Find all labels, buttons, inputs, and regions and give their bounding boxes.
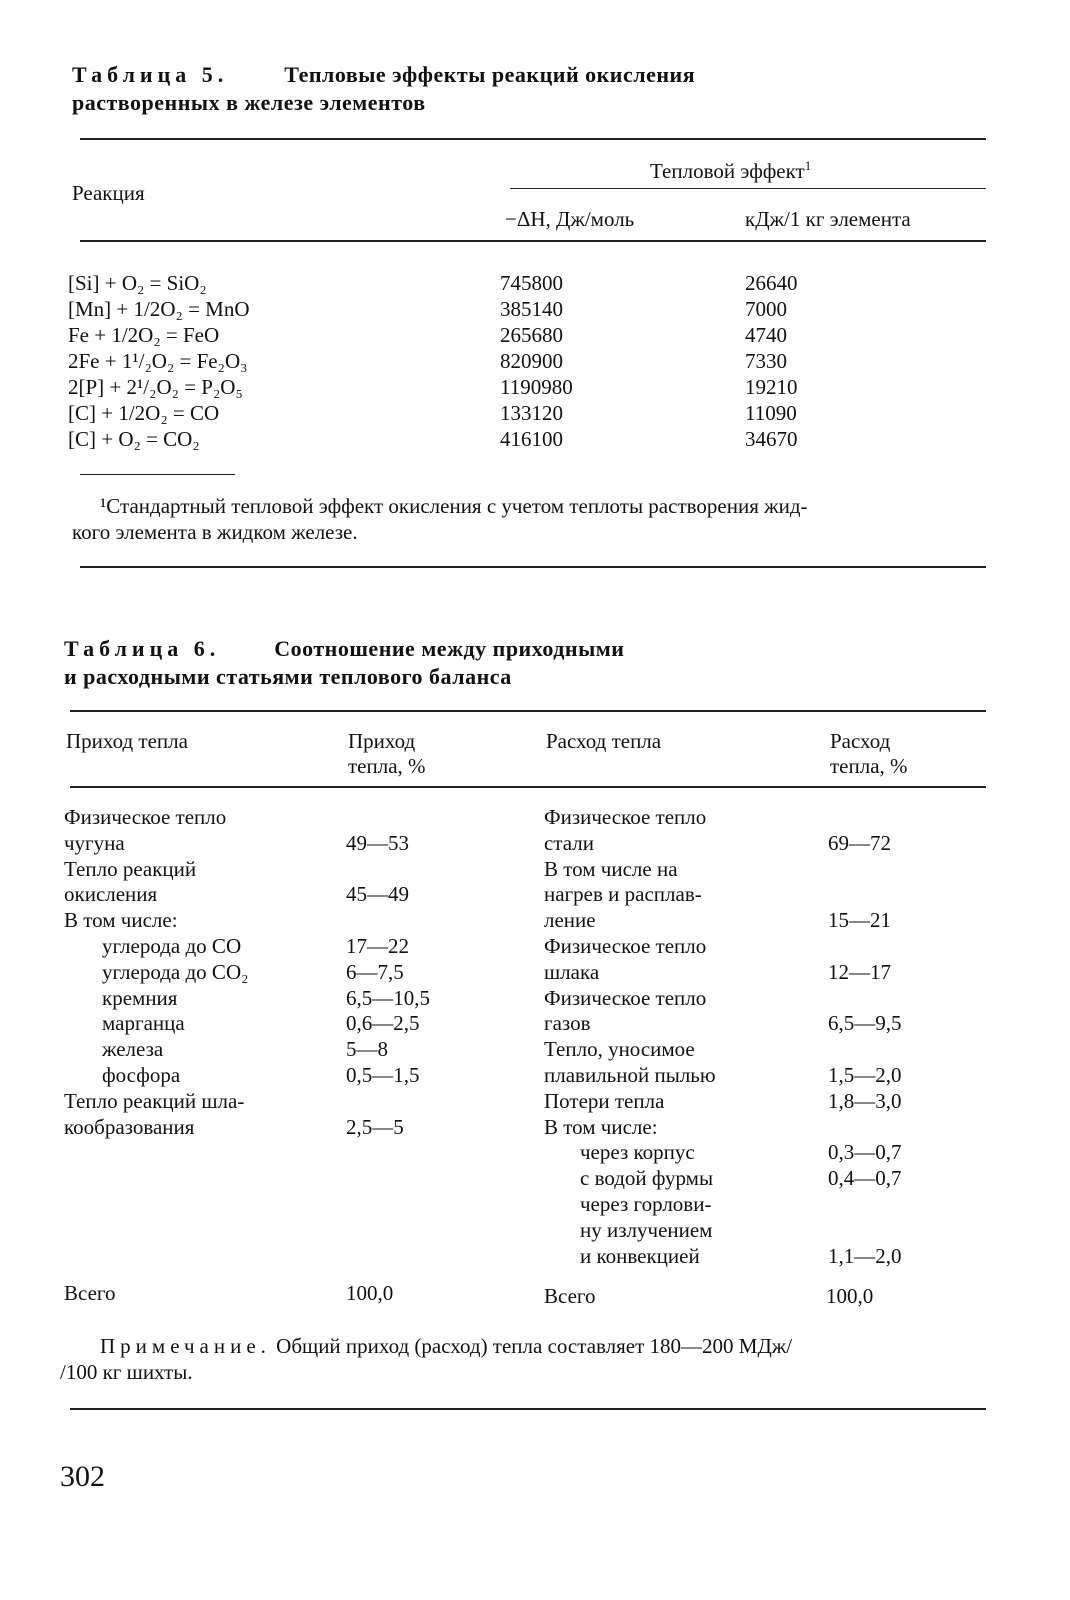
table5-cell-dh: 745800 xyxy=(500,271,563,295)
table5-title-line2: растворенных в железе элементов xyxy=(72,90,426,115)
table6-header-out-pct-1: Расход xyxy=(830,729,891,753)
table5-header-thermal-effect-text: Тепловой эффект xyxy=(650,159,805,183)
table6-expense-item-value: 1,8—3,0 xyxy=(828,1089,902,1113)
table6-expense-item-text: Физическое тепло xyxy=(544,986,707,1010)
table5-cell-reaction: [Si] + O₂ = SiO₂ xyxy=(68,271,207,295)
table6-expense-item-value: 12—17 xyxy=(828,960,891,984)
table6-expense-item-text: плавильной пылью xyxy=(544,1063,716,1087)
table6-note-line2: /100 кг шихты. xyxy=(60,1360,193,1384)
table5-cell-dh: 385140 xyxy=(500,297,563,321)
table5-header-kj: кДж/1 кг элемента xyxy=(745,207,911,231)
table6-header-out: Расход тепла xyxy=(546,729,662,753)
table6-income-item-text: Физическое тепло xyxy=(64,805,227,829)
table5-cell-kj: 7000 xyxy=(745,297,787,321)
table5-header-rule xyxy=(80,240,986,242)
table6-total-right-value: 100,0 xyxy=(826,1284,874,1308)
table6-income-item-text: чугуна xyxy=(64,831,125,855)
table6-expense-item-text: нагрев и расплав- xyxy=(544,882,702,906)
table6-total-left-label: Всего xyxy=(64,1281,116,1305)
table5-cell-kj: 11090 xyxy=(745,401,797,425)
table6-expense-item-text: Потери тепла xyxy=(544,1089,665,1113)
table5-footnote-line1: ¹Стандартный тепловой эффект окисления с учетом теплоты растворения жид- xyxy=(100,494,808,518)
table6-expense-item-text: с водой фурмы xyxy=(580,1166,714,1190)
table5-cell-dh: 1190980 xyxy=(500,375,573,399)
table6-income-item-value: 2,5—5 xyxy=(346,1115,404,1139)
table6-top-rule xyxy=(70,710,986,712)
table6-note-label: Примечание. xyxy=(100,1334,271,1358)
table5-cell-dh: 133120 xyxy=(500,401,563,425)
table6-income-item-text: В том числе: xyxy=(64,908,178,932)
table6-income-item-value: 0,5—1,5 xyxy=(346,1063,420,1087)
table5-cell-dh: 820900 xyxy=(500,349,563,373)
table6-expense-item-text: шлака xyxy=(544,960,600,984)
table5-cell-dh: 416100 xyxy=(500,427,563,451)
table6-expense-item-text: ление xyxy=(544,908,596,932)
table6-income-item-value: 17—22 xyxy=(346,934,409,958)
table5-top-rule xyxy=(80,138,986,140)
table5-group-rule xyxy=(510,188,986,189)
table6-expense-item-text: Тепло, уносимое xyxy=(544,1037,695,1061)
table6-expense-item-value: 0,4—0,7 xyxy=(828,1166,902,1190)
table6-label: Таблица 6. xyxy=(64,636,221,661)
table6-income-item-text: Тепло реакций xyxy=(64,857,197,881)
table6-expense-item-text: через горлови- xyxy=(580,1192,712,1216)
table6-title-line2: и расходными статьями теплового баланса xyxy=(64,664,512,689)
table6-income-item-value: 49—53 xyxy=(346,831,409,855)
table6-income-item-text: углерода до CO₂ xyxy=(102,960,249,984)
table5-cell-kj: 7330 xyxy=(745,349,787,373)
table5-cell-kj: 19210 xyxy=(745,375,798,399)
table6-income-item-value: 5—8 xyxy=(346,1037,388,1061)
table6-expense-item-value: 15—21 xyxy=(828,908,891,932)
table6-expense-item-value: 1,1—2,0 xyxy=(828,1244,902,1268)
table5-cell-reaction: [C] + 1/2O₂ = CO xyxy=(68,401,220,425)
table6-note-line1 xyxy=(100,1334,792,1359)
table5-bottom-rule xyxy=(80,566,986,568)
table6-header-in-pct-1: Приход xyxy=(348,729,416,753)
table5-cell-reaction: [Mn] + 1/2O₂ = MnO xyxy=(68,297,250,321)
table6-expense-item-text: газов xyxy=(544,1011,591,1035)
table6-header-in-pct-2: тепла, % xyxy=(348,754,426,778)
table6-note-text: Общий приход (расход) тепла составляет 180—200 МДж/ xyxy=(270,1334,793,1358)
table6-expense-item-text: и конвекцией xyxy=(580,1244,700,1268)
table6-expense-item-value: 6,5—9,5 xyxy=(828,1011,902,1035)
table5-header-reaction: Реакция xyxy=(72,181,145,205)
table6-income-item-value: 45—49 xyxy=(346,882,409,906)
table6-income-item-text: железа xyxy=(102,1037,164,1061)
table6-bottom-rule xyxy=(70,1408,986,1410)
footnote-separator xyxy=(80,474,235,475)
table6-income-item-text: марганца xyxy=(102,1011,185,1035)
table6-total-left-value: 100,0 xyxy=(346,1281,394,1305)
table6-title-line1: Соотношение между приходными xyxy=(274,636,625,661)
table6-expense-item-text: Физическое тепло xyxy=(544,934,707,958)
table6-title xyxy=(64,636,624,662)
table5-header-thermal-effect xyxy=(650,153,811,184)
table6-income-item-text: Тепло реакций шла- xyxy=(64,1089,245,1113)
table6-income-item-text: углерода до CO xyxy=(102,934,242,958)
table6-income-item-text: кообразования xyxy=(64,1115,195,1139)
table6-expense-item-value: 69—72 xyxy=(828,831,891,855)
table6-expense-item-text: ну излучением xyxy=(580,1218,713,1242)
table6-income-item-text: окисления xyxy=(64,882,158,906)
table5-header-sup: 1 xyxy=(804,158,812,173)
table5-cell-reaction: Fe + 1/2O₂ = FeO xyxy=(68,323,220,347)
table6-header-rule xyxy=(70,786,986,788)
table5-cell-reaction: 2[P] + 2¹/₂O₂ = P₂O₅ xyxy=(68,375,243,399)
table5-title-line1: Тепловые эффекты реакций окисления xyxy=(284,62,696,87)
table6-expense-item-text: через корпус xyxy=(580,1140,695,1164)
table6-expense-item-value: 0,3—0,7 xyxy=(828,1140,902,1164)
table6-expense-item-text: В том числе: xyxy=(544,1115,658,1139)
table6-expense-item-value: 1,5—2,0 xyxy=(828,1063,902,1087)
table5-cell-kj: 4740 xyxy=(745,323,787,347)
table6-income-item-value: 6,5—10,5 xyxy=(346,986,430,1010)
table5-label: Таблица 5. xyxy=(72,62,229,87)
table6-expense-item-text: стали xyxy=(544,831,594,855)
table6-income-item-value: 0,6—2,5 xyxy=(346,1011,420,1035)
table5-cell-kj: 34670 xyxy=(745,427,798,451)
table5-footnote-line2: кого элемента в жидком железе. xyxy=(72,520,358,544)
table5-title xyxy=(72,62,695,88)
table6-income-item-text: фосфора xyxy=(102,1063,181,1087)
table5-cell-dh: 265680 xyxy=(500,323,563,347)
table5-cell-reaction: [C] + O₂ = CO₂ xyxy=(68,427,200,451)
table6-header-in: Приход тепла xyxy=(66,729,188,753)
table5-header-dh: −ΔH, Дж/моль xyxy=(505,207,635,231)
table5-cell-reaction: 2Fe + 1¹/₂O₂ = Fe₂O₃ xyxy=(68,349,248,373)
table6-header-out-pct-2: тепла, % xyxy=(830,754,908,778)
page-number: 302 xyxy=(60,1460,105,1493)
table6-expense-item-text: В том числе на xyxy=(544,857,678,881)
table5-cell-kj: 26640 xyxy=(745,271,798,295)
table6-income-item-value: 6—7,5 xyxy=(346,960,404,984)
table6-total-right-label: Всего xyxy=(544,1284,596,1308)
table6-income-item-text: кремния xyxy=(102,986,178,1010)
table6-expense-item-text: Физическое тепло xyxy=(544,805,707,829)
